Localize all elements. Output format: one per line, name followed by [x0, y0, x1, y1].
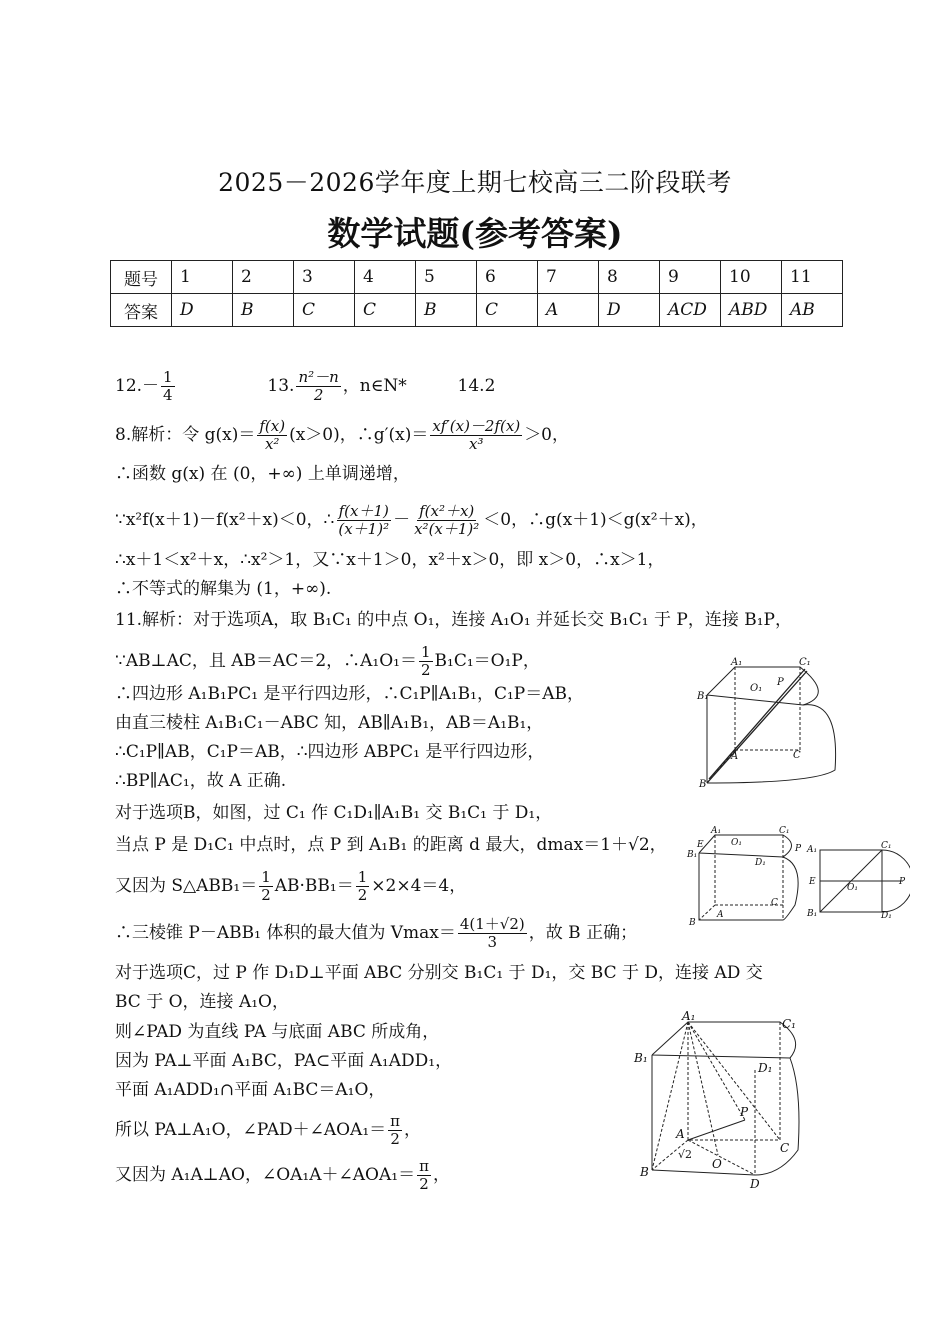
fig1-label: O₁ [750, 683, 763, 694]
a-1: D [172, 294, 233, 327]
frac-num: xf′(x)－2f(x) [432, 417, 521, 435]
q8-line1 [115, 418, 569, 453]
fig4-label: A [676, 1127, 685, 1141]
q8-text-f: － [393, 510, 411, 530]
q11-line7: 对于选项B，如图，过 C₁ 作 C₁D₁∥A₁B₁ 交 B₁C₁ 于 D₁， [115, 803, 553, 823]
q11-line6: ∴BP∥AC₁，故 A 正确. [115, 771, 287, 791]
a-3: C [294, 294, 355, 327]
fig2-top-face [699, 835, 792, 857]
q-5: 5 [416, 261, 477, 294]
q11-line10 [115, 916, 637, 951]
q8-frac-b [430, 418, 522, 453]
q11-frac-c [356, 869, 370, 904]
q11-line11: 对于选项C，过 P 作 D₁D⊥平面 ABC 分别交 B₁C₁ 于 D₁，交 BC 于 D，连接 AD 交 [115, 963, 763, 983]
a-5: B [416, 294, 477, 327]
q11-line12: BC 于 O，连接 A₁O， [115, 992, 289, 1012]
fig1-curved-side [707, 705, 836, 783]
a-10: ABD [721, 294, 782, 327]
figure-3-top-view [805, 838, 910, 920]
q8-frac-d [412, 503, 481, 538]
fig2-label: A [717, 910, 724, 920]
q11-text-j: 又因为 S△ABB₁＝ [115, 876, 258, 896]
q11-line1: 11.解析：对于选项A，取 B₁C₁ 的中点 O₁，连接 A₁O₁ 并延长交 B₁C₁ 于 P，连接 B₁P， [115, 610, 792, 630]
frac-den: 2 [261, 886, 271, 904]
fig1-label: B [699, 779, 707, 790]
q8-line3 [115, 503, 708, 538]
q11-line14: 因为 PA⊥平面 A₁BC，PA⊂平面 A₁ADD₁， [115, 1051, 453, 1071]
fig3-label: E [809, 877, 816, 887]
fig1-label: B₁ [697, 691, 709, 702]
q11-text-b: ∵AB⊥AC，且 AB＝AC＝2，∴A₁O₁＝ [115, 651, 417, 671]
q-4: 4 [355, 261, 416, 294]
q11-line9 [115, 869, 466, 904]
q8-text-g: ＜0，∴g(x＋1)＜g(x²＋x)， [483, 510, 708, 530]
frac-den: x² [264, 435, 280, 453]
q11-text-l: ×2×4＝4， [371, 876, 467, 896]
q11-line17 [115, 1158, 450, 1193]
q8-text-e: ∵x²f(x＋1)－f(x²＋x)＜0，∴ [115, 510, 335, 530]
fig1-label: P [777, 677, 784, 688]
q11-line3: ∴四边形 A₁B₁PC₁ 是平行四边形，∴C₁P∥A₁B₁，C₁P＝AB， [115, 684, 585, 704]
ans13-suffix: ，n∈N* [342, 376, 407, 396]
answers-12-14 [115, 369, 495, 404]
fig4-label: O [712, 1157, 722, 1171]
fig3-label: P [899, 877, 906, 887]
frac-num: 4(1＋√2) [459, 915, 525, 933]
fig4-label: C [780, 1141, 790, 1155]
ans14: 14.2 [457, 376, 496, 396]
q-10: 10 [721, 261, 782, 294]
fig4-label: C₁ [782, 1017, 796, 1031]
a-7: A [538, 294, 599, 327]
frac-den: 2 [357, 886, 368, 904]
frac-den: x³ [469, 435, 484, 453]
q11-text-u: ， [404, 1120, 422, 1140]
fig4-top-face [652, 1022, 796, 1058]
q8-text-c: ＞0， [524, 425, 570, 445]
frac-num: f(x) [259, 417, 286, 435]
frac-den: 2 [313, 386, 324, 404]
fig4-label: √2 [678, 1148, 693, 1161]
a-9: ACD [660, 294, 721, 327]
q11-text-n: ，故 B 正确； [528, 923, 638, 943]
fig3-label: B₁ [807, 909, 818, 919]
a-11: AB [782, 294, 843, 327]
frac-num: n²－n [298, 368, 339, 386]
frac-den: 2 [390, 1130, 400, 1148]
q8-line4: ∴x＋1＜x²＋x，∴x²＞1，又∵x＋1＞0，x²＋x＞0，即 x＞0，∴x＞1， [115, 550, 665, 570]
q-9: 9 [660, 261, 721, 294]
fig1-label: A₁ [731, 657, 743, 668]
figure-1-prism [695, 655, 845, 790]
answer-table [110, 260, 843, 327]
fig2-label: D₁ [755, 858, 766, 868]
frac-den: (x＋1)² [338, 520, 390, 538]
fig1-label: C [793, 750, 801, 761]
q8-text-b: (x＞0)，∴g′(x)＝ [289, 425, 429, 445]
q-11: 11 [782, 261, 843, 294]
figure-4-prism [630, 1010, 810, 1190]
frac-den: 3 [487, 933, 498, 951]
fig2-label: C₁ [779, 826, 790, 836]
q11-line2 [115, 644, 540, 679]
frac-den: x²(x＋1)² [414, 520, 480, 538]
q11-frac-d [458, 916, 527, 951]
ans13-prefix: 13. [267, 376, 295, 396]
q11-frac-e [388, 1113, 402, 1148]
fig2-base-diag [699, 905, 715, 920]
frac-den: 4 [163, 386, 173, 404]
fig2-label: B₁ [687, 850, 698, 860]
fig2-front [699, 853, 783, 920]
q11-line16 [115, 1113, 421, 1148]
q11-line5: ∴C₁P∥AB，C₁P＝AB，∴四边形 ABPC₁ 是平行四边形， [115, 742, 545, 762]
header-title-line2: 数学试题(参考答案) [327, 214, 623, 253]
ans13-fraction [296, 369, 340, 404]
fig2-label: A₁ [711, 826, 722, 836]
q11-text-m: ∴三棱锥 P－ABB₁ 体积的最大值为 Vmax＝ [115, 923, 456, 943]
frac-num: f(x＋1) [338, 502, 389, 520]
q11-frac-b [259, 869, 273, 904]
ans12-prefix: 12.－ [115, 376, 160, 396]
frac-num: π [419, 1157, 429, 1175]
a-4: C [355, 294, 416, 327]
figure-2-prism [685, 825, 810, 925]
a-2: B [233, 294, 294, 327]
a-8: D [599, 294, 660, 327]
frac-num: 1 [163, 368, 173, 386]
q11-text-c: B₁C₁＝O₁P， [434, 651, 540, 671]
fig3-label: A₁ [807, 845, 818, 855]
row-label-answer: 答案 [111, 294, 172, 327]
fig4-label: B [640, 1165, 649, 1179]
fig2-label: E [697, 840, 704, 850]
fig3-label: D₁ [881, 911, 892, 920]
q11-frac-f [417, 1158, 431, 1193]
fig2-back-edges [715, 835, 783, 905]
fig4-label: D₁ [758, 1061, 773, 1075]
fig4-label: A₁ [682, 1010, 696, 1023]
q11-line4: 由直三棱柱 A₁B₁C₁－ABC 知，AB∥A₁B₁，AB＝A₁B₁， [115, 713, 544, 733]
fig1-label: C₁ [799, 657, 811, 668]
q-7: 7 [538, 261, 599, 294]
fig3-label: O₁ [847, 883, 858, 893]
q8-text-a: 8.解析：令 g(x)＝ [115, 425, 256, 445]
frac-num: 1 [357, 868, 368, 886]
q11-text-k: AB·BB₁＝ [274, 876, 354, 896]
fig4-curved-side [652, 1058, 799, 1175]
fig2-label: O₁ [731, 838, 742, 848]
q8-line5: ∴不等式的解集为 (1，+∞). [115, 579, 332, 599]
q8-line2: ∴函数 g(x) 在 (0，+∞) 上单调递增， [115, 464, 410, 484]
fig2-label: P [795, 844, 802, 854]
header-title-line1: 2025－2026学年度上期七校高三二阶段联考 [218, 168, 732, 197]
q-8: 8 [599, 261, 660, 294]
fig2-curved-side [783, 857, 798, 920]
row-label-question: 题号 [111, 261, 172, 294]
fig4-label: B₁ [634, 1051, 648, 1065]
q-1: 1 [172, 261, 233, 294]
fig4-label: P [740, 1105, 749, 1119]
a-6: C [477, 294, 538, 327]
fig4-label: D [750, 1177, 760, 1190]
q11-line13: 则∠PAD 为直线 PA 与底面 ABC 所成角， [115, 1022, 440, 1042]
fig1-label: A [731, 751, 739, 762]
q11-line15: 平面 A₁ADD₁∩平面 A₁BC＝A₁O， [115, 1080, 386, 1100]
q11-frac-a [419, 644, 433, 679]
q11-text-v: 又因为 A₁A⊥AO，∠OA₁A＋∠AOA₁＝ [115, 1165, 416, 1185]
q-6: 6 [477, 261, 538, 294]
fig2-label: C [771, 898, 778, 908]
frac-num: 1 [420, 643, 431, 661]
fig2-label: B [689, 918, 696, 925]
frac-num: f(x²＋x) [419, 502, 475, 520]
q11-line8: 当点 P 是 D₁C₁ 中点时，点 P 到 A₁B₁ 的距离 d 最大，dmax＝1＋√2， [115, 835, 667, 855]
frac-den: 2 [419, 1175, 429, 1193]
ans12-fraction [161, 369, 175, 404]
q-2: 2 [233, 261, 294, 294]
q11-text-t: 所以 PA⊥A₁O，∠PAD＋∠AOA₁＝ [115, 1120, 387, 1140]
frac-num: π [390, 1112, 401, 1130]
frac-den: 2 [420, 661, 431, 679]
q-3: 3 [294, 261, 355, 294]
q8-frac-c [336, 503, 391, 538]
frac-num: 1 [261, 868, 271, 886]
fig3-label: C₁ [881, 841, 892, 851]
fig4-inner-lines [652, 1022, 780, 1175]
q8-frac-a [257, 418, 287, 453]
fig4-line-pa [688, 1120, 745, 1140]
q11-text-w: ， [432, 1165, 450, 1185]
